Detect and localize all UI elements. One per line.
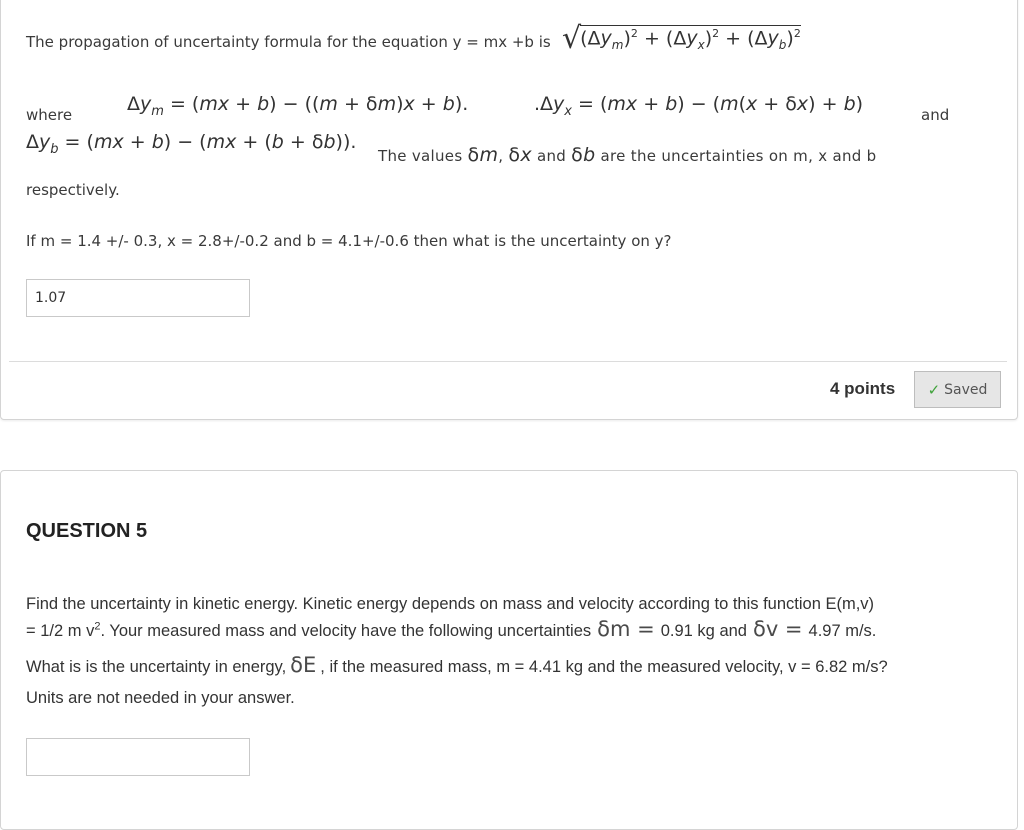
values-description: The values δm, δx and δb are the uncertainties on m, x and b: [378, 144, 877, 166]
points-label: 4 points: [830, 379, 896, 398]
and-label: and: [921, 106, 950, 124]
saved-button[interactable]: [914, 371, 1001, 408]
question-5-line-4: Units are not needed in your answer.: [26, 689, 295, 707]
question-5-line-2: [26, 617, 876, 641]
delta-v-value: 4.97 m/s.: [808, 622, 877, 640]
line2-part-a: = 1/2 m v: [26, 622, 95, 640]
line2-superscript: 2: [94, 620, 101, 633]
question-5-title: QUESTION 5: [26, 520, 148, 542]
checkmark-icon: ✓: [927, 380, 941, 399]
saved-label: Saved: [944, 381, 988, 398]
question-5-line-1: Find the uncertainty in kinetic energy. Kinetic energy depends on mass and velocity according to this function E(m,v): [26, 595, 875, 613]
question-4-intro: [26, 33, 551, 51]
delta-e-symbol: δE: [290, 653, 317, 677]
question-5-card: [0, 470, 1018, 830]
question-4-prompt: If m = 1.4 +/- 0.3, x = 2.8+/-0.2 and b = 4.1+/-0.6 then what is the uncertainty on y?: [26, 232, 672, 250]
delta-m-symbol: δm =: [597, 617, 655, 641]
where-label: where: [26, 106, 73, 124]
answer-input-question-5[interactable]: [26, 738, 250, 776]
line2-part-b: . Your measured mass and velocity have the following uncertainties: [100, 622, 592, 640]
answer-input[interactable]: 1.07: [26, 279, 250, 317]
respectively-text: respectively.: [26, 181, 120, 199]
delta-yx-expression: $.\Delta y_x = (mx + b) - (m(x + \delta x) + b)$: [534, 93, 864, 119]
formula-radicand: $(\Delta y_m)^2 + (\Delta y_x)^2 + (\Delta y_b)^2$: [580, 26, 801, 52]
uncertainty-formula: [562, 17, 801, 56]
card-divider: [9, 361, 1007, 362]
delta-v-symbol: δv =: [752, 617, 803, 641]
delta-yb-expression: $\Delta y_b = (mx + b) - (mx + (b + \delta b))$.: [26, 131, 357, 157]
line3-part-a: What is is the uncertainty in energy,: [26, 658, 287, 676]
question-5-line-3: [26, 653, 888, 677]
delta-ym-expression: $\Delta y_m = (mx + b) - ((m + \delta m)x + b)$.: [127, 93, 469, 119]
sqrt-symbol: √: [562, 21, 582, 56]
line3-part-b: , if the measured mass, m = 4.41 kg and the measured velocity, v = 6.82 m/s?: [320, 658, 888, 676]
intro-text: The propagation of uncertainty formula for the equation y = mx +b is: [26, 33, 551, 51]
delta-m-value: 0.91 kg and: [660, 622, 747, 640]
